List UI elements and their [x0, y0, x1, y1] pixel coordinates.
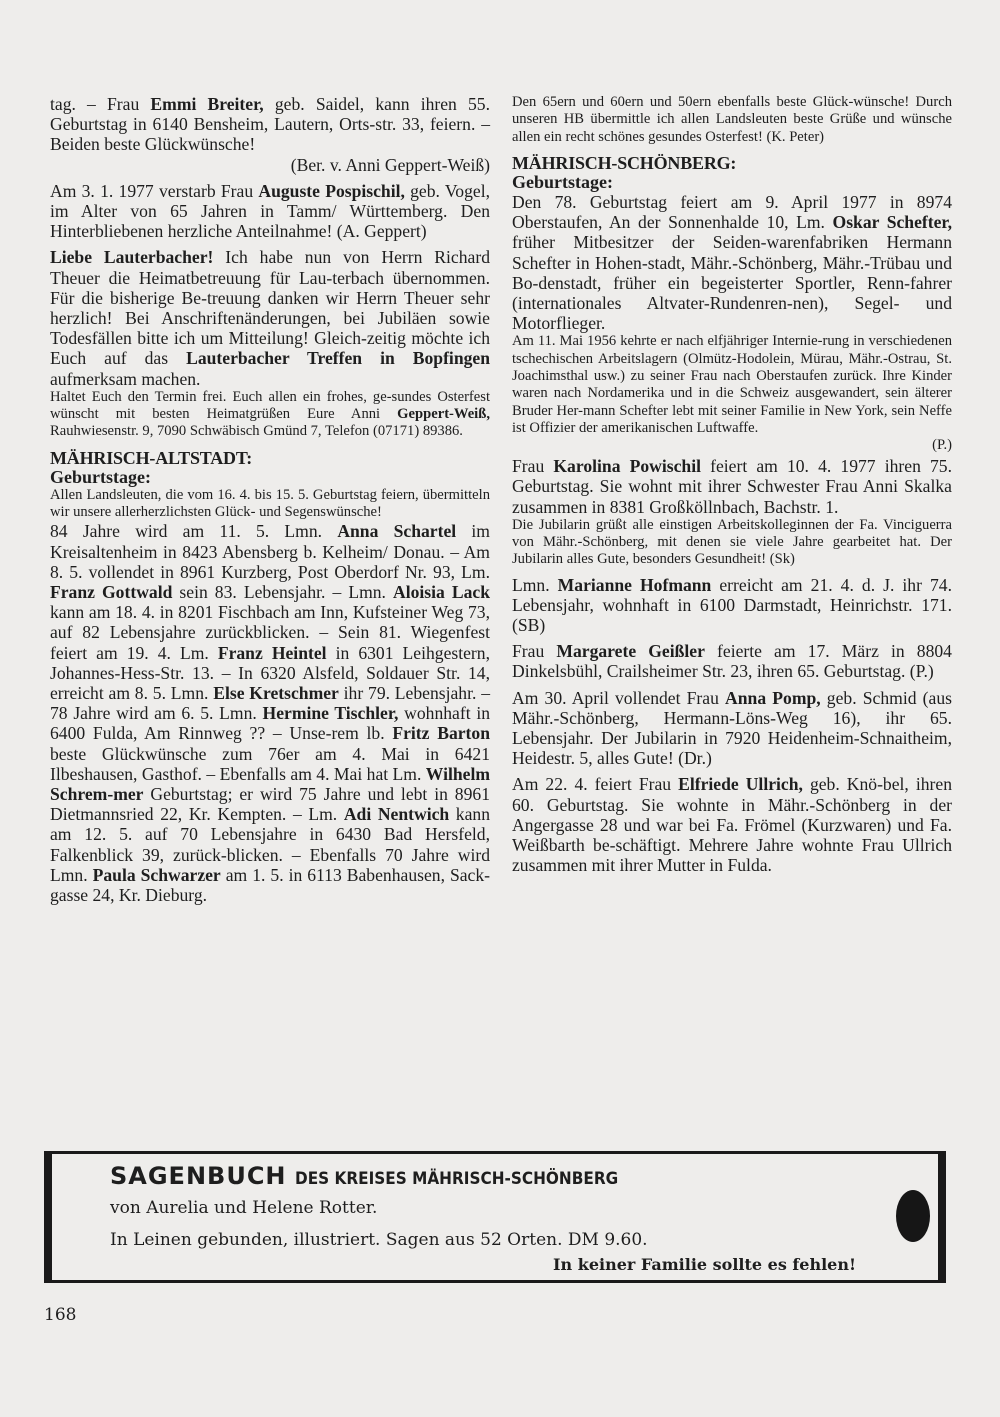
bold-name: Aloisia Lack	[393, 581, 490, 602]
attribution	[50, 155, 490, 175]
paragraph	[50, 181, 490, 242]
paragraph	[50, 487, 490, 522]
bold-name: Paula Schwarzer	[92, 864, 221, 885]
section-subheading	[512, 173, 952, 192]
paragraph	[512, 456, 952, 517]
text-run: geb. Saidel, kann ihren 55. Geburtstag in 6140 Bensheim, Lautern, Orts-str. 33, feiern. – Beiden beste Glückwünsche!	[50, 94, 491, 155]
ad-title	[110, 1162, 654, 1190]
bold-name: Adi Nentwich	[343, 804, 450, 825]
bold-name: Marianne Hofmann	[557, 574, 712, 595]
text-run: Den 65ern und 60ern und 50ern ebenfalls beste Glück-wünsche! Durch unseren HB übermittle ich allen Landsleuten beste Grüße und wünsche allen ein recht schönes gesundes Osterfest! (K. Peter)	[512, 94, 952, 145]
paragraph	[50, 247, 490, 388]
bold-name: Lauterbacher Treffen in Bopfingen	[186, 348, 490, 369]
section-heading	[50, 449, 490, 468]
ad-title-sub: DES KREISES MÄHRISCH-SCHÖNBERG	[294, 1169, 618, 1189]
text-run: sein 83. Lebensjahr. – Lmn.	[172, 581, 393, 602]
text-run: wohnhaft in 6400 Fulda, Am Rinnweg ?? – Unse-rem lb.	[50, 703, 490, 744]
book-advertisement	[44, 1151, 946, 1283]
black-dot-ornament	[896, 1190, 930, 1242]
bold-name: Else Kretschmer	[213, 682, 339, 703]
text-run: MÄHRISCH-SCHÖNBERG:	[512, 152, 737, 173]
text-run: erreicht am 21. 4. d. J. ihr 74. Lebensjahr, wohnhaft in 6100 Darmstadt, Heinrichstr. 171. (SB)	[512, 574, 952, 635]
text-run: Lmn.	[512, 574, 558, 595]
text-run: Die Jubilarin grüßt alle einstigen Arbeitskolleginnen der Fa. Vinciguerra von Mähr.-Schönberg, mit denen sie viele Jahre gearbeitet hat. Der Jubilarin alles Gute, besonders Gesundheit! (Sk)	[512, 516, 952, 568]
text-run: MÄHRISCH-ALTSTADT:	[50, 447, 253, 468]
right-column	[512, 94, 952, 881]
text-run: kann am 18. 4. in 8201 Fischbach am Inn, Kufsteiner Weg 73, auf 82 Lebensjahre zurückblicken. – Sein 81. Wiegenfest feiert am 19. 4. Lm.	[50, 602, 490, 663]
left-column	[50, 94, 490, 911]
paragraph	[512, 517, 952, 569]
text-run: feiert am 10. 4. 1977 ihren 75. Geburtstag. Sie wohnt mit ihrer Schwester Frau Anni Skalka zusammen in 8381 Großköllnbach, Bachstr. 1.	[512, 456, 952, 517]
bold-name: Franz Gottwald	[50, 581, 173, 602]
text-run: kann am 12. 5. auf 70 Lebensjahre in 6430 Bad Hersfeld, Falkenblick 39, zurück-blicken. – Ebenfalls 70 Jahre wird Lmn.	[50, 804, 491, 885]
bold-name: Geppert-Weiß,	[397, 406, 490, 423]
paragraph	[512, 575, 952, 636]
text-run: aufmerksam machen.	[50, 368, 201, 389]
bold-name: Oskar Schefter,	[832, 212, 952, 233]
bold-name: Liebe Lauterbacher!	[50, 247, 214, 268]
bold-name: Margarete Geißler	[556, 641, 705, 662]
paragraph	[512, 192, 952, 333]
text-run: geb. Schmid (aus Mähr.-Schönberg, Hermann-Löns-Weg 16), ihr 65. Lebensjahr. Der Jubilarin in 7920 Heidenheim-Schnaitheim, Heidestr. 5, alles Gute! (Dr.)	[512, 687, 952, 769]
text-run: Geburtstage:	[512, 171, 613, 192]
paragraph	[50, 389, 490, 441]
ad-slogan: In keiner Familie sollte es fehlen!	[553, 1255, 856, 1274]
paragraph	[512, 333, 952, 437]
bold-name: Anna Schartel	[337, 521, 457, 542]
bold-name: Karolina Powischil	[553, 456, 701, 477]
bold-name: Hermine Tischler,	[262, 703, 399, 724]
bold-name: Auguste Pospischil,	[258, 180, 405, 201]
attribution	[512, 437, 952, 454]
text-run: in 6301 Leihgestern, Johannes-Hess-Str. 13. – In 6320 Alsfeld, Soldauer Str. 14, erreicht am 8. 5. Lmn.	[50, 642, 490, 703]
paragraph	[512, 774, 952, 875]
bold-name: Fritz Barton	[392, 723, 490, 744]
paragraph	[50, 94, 490, 155]
paragraph	[512, 688, 952, 769]
text-run: im Kreisaltenheim in 8423 Abensberg b. Kelheim/ Donau. – Am 8. 5. vollendet in 8961 Kurzberg, Post Oberdorf Nr. 93, Lm.	[50, 521, 490, 582]
bold-name: Franz Heintel	[217, 642, 327, 663]
section-heading	[512, 154, 952, 173]
text-run: Am 22. 4. feiert Frau	[512, 774, 679, 795]
bold-name: Wilhelm Schrem-mer	[50, 763, 490, 804]
text-run: Frau	[512, 456, 554, 477]
text-run: Allen Landsleuten, die vom 16. 4. bis 15. 5. Geburtstag feiern, übermitteln wir unsere allerherzlichsten Glück- und Segenswünsche!	[50, 486, 490, 521]
text-run: Ich habe nun von Herrn Richard Theuer die Heimatbetreuung für Lau-terbach übernommen. Für die bisherige Be-treuung danken wir Herrn Theuer sehr herzlich! Bei Anschriftenänderungen, bei Jubiläen sowie Todesfällen bitte ich um Mitteilung! Gleich-zeitig möchte ich Euch auf das	[50, 247, 491, 369]
text-run: geb. Knö-bel, ihren 60. Geburtstag. Sie wohnte in Mähr.-Schönberg in der Angergasse 28 und war bei Fa. Frömel (Kurzwaren) und Fa. Weißbarth be-schäftigt. Mehrere Jahre wohnte Frau Ullrich zusammen mit ihrer Mutter in Fulda.	[512, 774, 953, 876]
text-run: 84 Jahre wird am 11. 5. Lmn.	[50, 521, 338, 542]
text-run: am 1. 5. in 6113 Babenhausen, Sack-gasse 24, Kr. Dieburg.	[50, 864, 491, 905]
text-run: (P.)	[932, 437, 952, 454]
text-run: geb. Vogel, im Alter von 65 Jahren in Tamm/ Württemberg. Den Hinterbliebenen herzliche Anteilnahme! (A. Geppert)	[50, 180, 490, 242]
text-run: Den 78. Geburtstag feiert am 9. April 1977 in 8974 Oberstaufen, An der Sonnenhalde 10, Lm.	[512, 191, 952, 233]
paragraph	[512, 94, 952, 146]
ad-description: In Leinen gebunden, illustriert. Sagen aus 52 Orten. DM 9.60.	[110, 1230, 648, 1250]
text-run: Frau	[512, 641, 557, 662]
text-run: tag. – Frau	[50, 94, 151, 114]
page-number: 168	[44, 1305, 77, 1325]
text-run: Am 30. April vollendet Frau	[512, 687, 726, 708]
text-run: Geburtstag; er wird 75 Jahre und lebt in 8961 Dietmannsried 22, Kr. Kempten. – Lm.	[50, 783, 490, 825]
text-run: feierte am 17. März in 8804 Dinkelsbühl, Crailsheimer Str. 23, ihren 65. Geburtstag. (P.)	[512, 641, 952, 682]
section-subheading	[50, 468, 490, 487]
bold-name: Elfriede Ullrich,	[678, 774, 803, 795]
text-run: früher Mitbesitzer der Seiden-warenfabriken Hermann Schefter in Hohen-stadt, Mähr.-Schönberg, Mähr.-Trübau und Bo-denstadt, früher ein begeisterter Sportler, Renn-fahrer (internationales Altvater-Rundenren-nen), Segel- und Motorflieger.	[512, 232, 952, 334]
text-run: Rauhwiesenstr. 9, 7090 Schwäbisch Gmünd 7, Telefon (07171) 89386.	[50, 423, 463, 440]
text-run: Am 11. Mai 1956 kehrte er nach elfjähriger Internie-rung in verschiedenen tschechischen Arbeitslagern (Olmütz-Hodolein, Mürau, Mähr.-Ostrau, St. Joachimsthal usw.) zu seiner Frau nach Oberstaufen zurück. Ihre Kinder waren nach Nordamerika und in die Schweiz ausgewandert, sein älterer Bruder Her-mann Schefter lebt mit seiner Familie in New York, sein Neffe ist Offizier der amerikanischen Luftwaffe.	[512, 333, 952, 436]
ad-authors: von Aurelia und Helene Rotter.	[110, 1198, 378, 1218]
text-run: (Ber. v. Anni Geppert-Weiß)	[290, 154, 490, 175]
text-run: ihr 79. Lebensjahr. – 78 Jahre wird am 6. 5. Lmn.	[50, 682, 490, 724]
bold-name: Emmi Breiter,	[150, 94, 264, 114]
bold-name: Anna Pomp,	[725, 687, 821, 708]
text-run: Haltet Euch den Termin frei. Euch allen ein frohes, ge-sundes Osterfest wünscht mit besten Heimatgrüßen Eure Anni	[50, 388, 490, 423]
text-run: Geburtstage:	[50, 466, 151, 487]
paragraph	[50, 521, 490, 905]
text-run: beste Glückwünsche zum 76er am 4. Mai in 6421 Ilbeshausen, Gasthof. – Ebenfalls am 4. Mai hat Lm.	[50, 743, 490, 784]
text-run: Am 3. 1. 1977 verstarb Frau	[50, 180, 259, 201]
paragraph	[512, 641, 952, 681]
ad-title-main: SAGENBUCH	[110, 1162, 287, 1190]
